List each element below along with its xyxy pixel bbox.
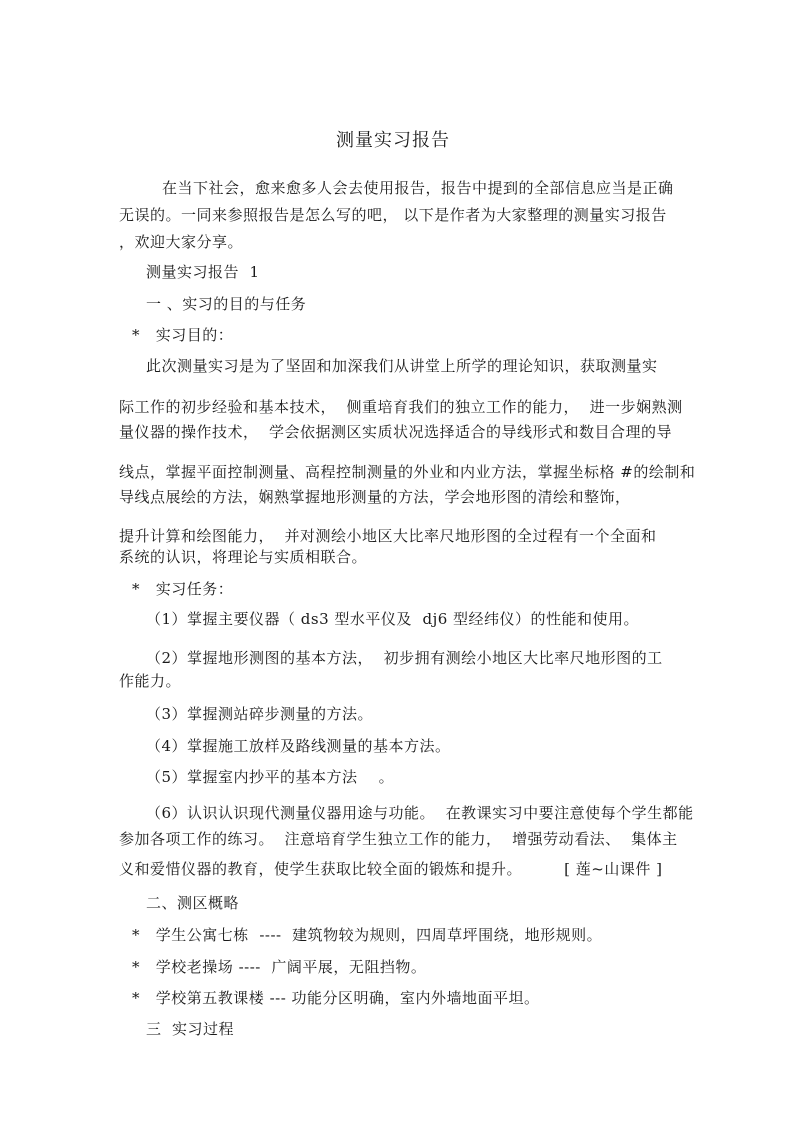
task-line-9: 义和爱惜仪器的教育，使学生获取比较全面的锻炼和提升。 [ 莲~山课件 ] [119, 860, 663, 878]
survey-area-item-1: * 学生公寓七栋 ---- 建筑物较为规则，四周草坪围绕，地形规则。 [132, 926, 603, 944]
survey-area-item-2: * 学校老操场 ---- 广阔平展，无阻挡物。 [132, 958, 427, 976]
purpose-line-5: 导线点展绘的方法，娴熟掌握地形测量的方法，学会地形图的清绘和整饰， [119, 488, 631, 506]
task-line-7: （6）认识认识现代测量仪器用途与功能。 在教课实习中要注意使每个学生都能 [146, 804, 694, 822]
purpose-line-4: 线点，掌握平面控制测量、高程控制测量的外业和内业方法，掌握坐标格 #的绘制和 [119, 463, 696, 481]
intro-line-2: 无误的。一同来参照报告是怎么写的吧， 以下是作者为大家整理的测量实习报告 [119, 206, 667, 224]
task-label: * 实习任务： [132, 580, 234, 598]
section1-heading: 一 、实习的目的与任务 [146, 295, 307, 313]
task-line-1: （1）掌握主要仪器（ ds3 型水平仪及 dj6 型经纬仪）的性能和使用。 [146, 610, 640, 628]
purpose-line-3: 量仪器的操作技术， 学会依据测区实质状况选择适合的导线形式和数目合理的导 [119, 423, 673, 441]
section2-heading: 二、测区概略 [146, 894, 240, 912]
page-title: 测量实习报告 [336, 130, 450, 151]
purpose-line-1: 此次测量实习是为了坚固和加深我们从讲堂上所学的理论知识，获取测量实 [146, 357, 658, 375]
survey-area-item-3: * 学校第五教课楼 --- 功能分区明确，室内外墙地面平坦。 [132, 989, 540, 1007]
section3-heading: 三 实习过程 [146, 1020, 235, 1038]
report-heading: 测量实习报告 1 [146, 263, 260, 281]
purpose-line-7: 系统的认识，将理论与实质相联合。 [119, 548, 368, 566]
purpose-label: * 实习目的： [132, 326, 234, 344]
purpose-line-6: 提升计算和绘图能力， 并对测绘小地区大比率尺地形图的全过程有一个全面和 [119, 527, 657, 545]
task-line-4: （3）掌握测站碎步测量的方法。 [146, 705, 374, 723]
task-line-8: 参加各项工作的练习。 注意培育学生独立工作的能力， 增强劳动看法、 集体主 [119, 830, 678, 848]
intro-line-1: 在当下社会，愈来愈多人会去使用报告，报告中提到的全部信息应当是正确 [162, 179, 674, 197]
intro-line-3: ，欢迎大家分享。 [119, 233, 244, 251]
task-line-5: （4）掌握施工放样及路线测量的基本方法。 [146, 737, 451, 755]
task-line-3: 作能力。 [119, 672, 182, 690]
task-line-2: （2）掌握地形测图的基本方法， 初步拥有测绘小地区大比率尺地形图的工 [146, 649, 663, 667]
task-line-6: （5）掌握室内抄平的基本方法 。 [146, 768, 395, 786]
purpose-line-2: 际工作的初步经验和基本技术， 侧重培育我们的独立工作的能力， 进一步娴熟测 [119, 398, 683, 416]
